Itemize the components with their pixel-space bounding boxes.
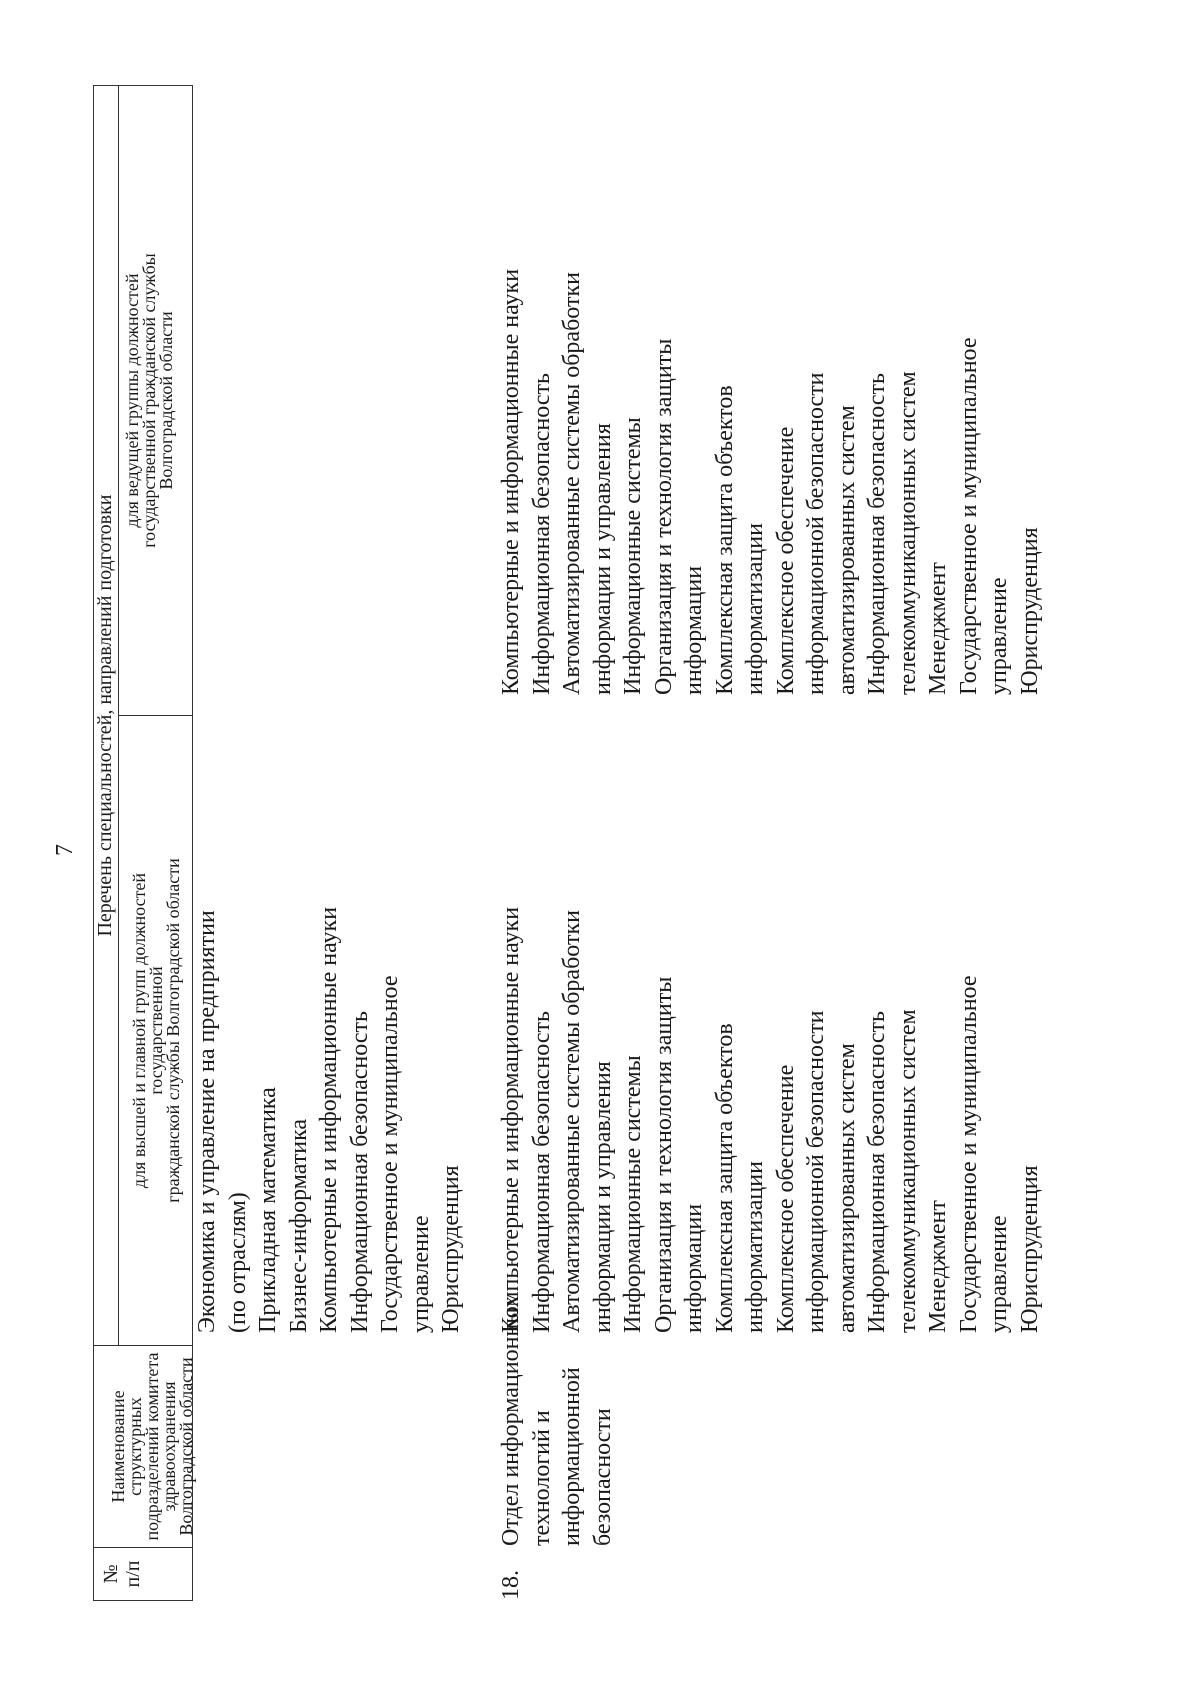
- page-number: 7: [52, 844, 78, 856]
- col-border-0: [93, 1600, 193, 1601]
- subheader-divider: [118, 86, 119, 1346]
- header-division: Наименование структурных подразделений комитета здравоохранения Волгоградской области: [108, 1352, 196, 1541]
- table-row-18-leading: Компьютерные и информационные науки Информационная безопасность Автоматизированные системы обработки информации и управления Информационные системы Организация и технология защиты информации Комплексная защита объектов информатизации Комплексное обеспечение информационной безопасности автоматизированных систем Информационная безопасность телекоммуникационных систем Менеджмент Государственное и муниципальное управление Юриспруденция: [498, 268, 1043, 695]
- header-leading-group: для ведущей группы должностей государственной гражданской службы Волгоградской области: [122, 253, 176, 548]
- header-list-title: Перечень специальностей, направлений подготовки: [94, 494, 116, 937]
- table-row-continued-higher: Экономика и управление на предприятии (по отраслям) Прикладная математика Бизнес-информатика Компьютерные и информационные науки Информационная безопасность Государственное и муниципальное управление Юриспруденция: [194, 906, 464, 1333]
- header-num: № п/п: [100, 1560, 144, 1588]
- table-row-18-division: Отдел информационных технологий и информационной безопасности: [498, 1295, 616, 1546]
- table-row-18-higher: Компьютерные и информационные науки Информационная безопасность Автоматизированные системы обработки информации и управления Информационные системы Организация и технология защиты информации Комплексная защита объектов информатизации Комплексное обеспечение информационной безопасности автоматизированных систем Информационная безопасность телекоммуникационных систем Менеджмент Государственное и муниципальное управление Юриспруденция: [498, 906, 1043, 1333]
- table-row-18-num: 18.: [498, 1570, 524, 1600]
- header-higher-group: для высшей и главной групп должностей государственной гражданской службы Волгоградской области: [129, 858, 183, 1203]
